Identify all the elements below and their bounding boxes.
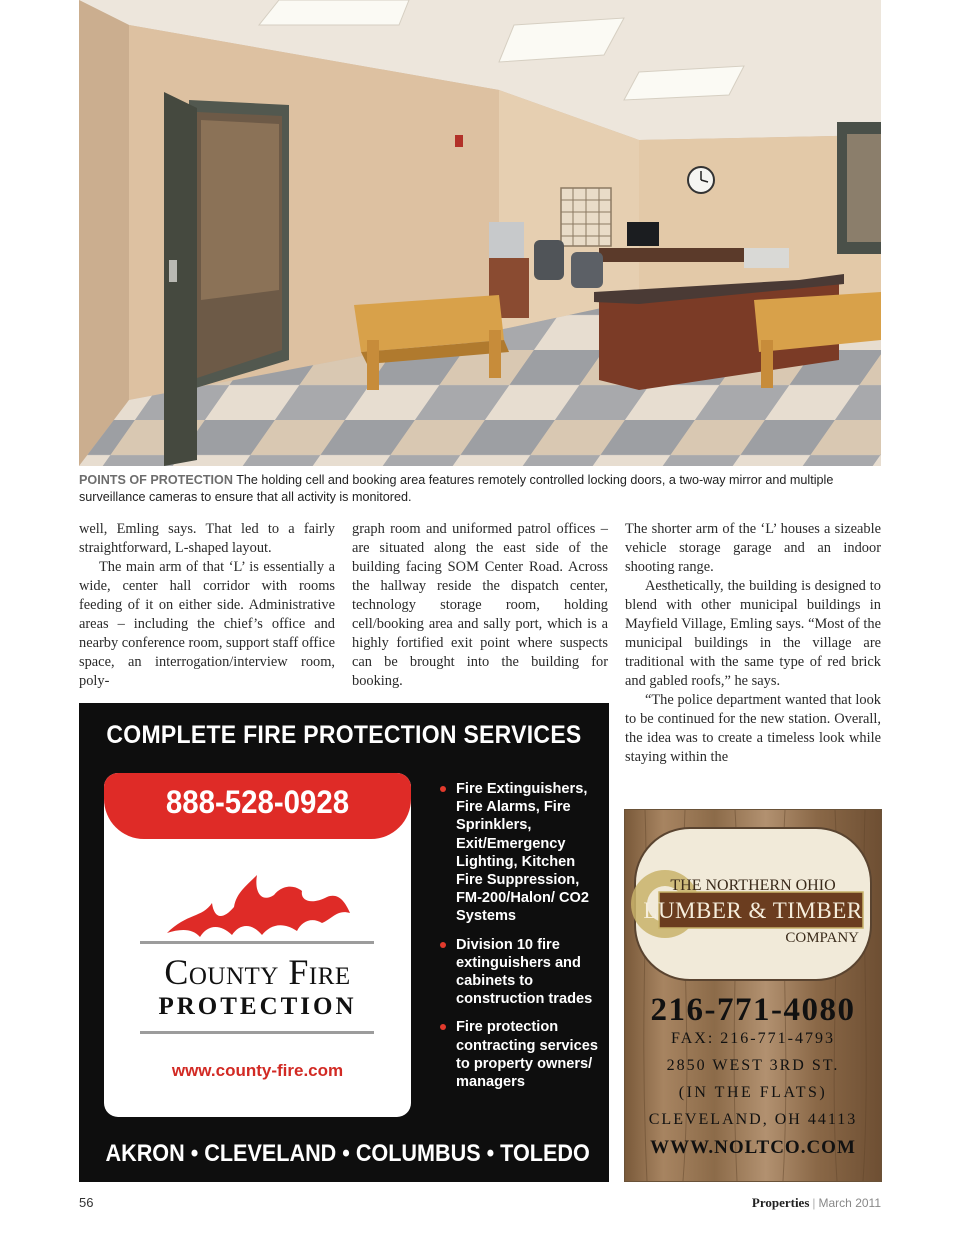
article-column-1 xyxy=(79,520,335,691)
page-number: 56 xyxy=(79,1195,94,1210)
bullet-icon xyxy=(440,1024,446,1030)
article-paragraph: well, Emling says. That led to a fairly straightforward, L-shaped layout. xyxy=(79,521,335,556)
article-paragraph: The shorter arm of the ‘L’ houses a sizeable vehicle storage garage and an indoor shooting range. xyxy=(625,521,881,575)
lumber-logo-line1: THE NORTHERN OHIO xyxy=(670,877,836,894)
divider xyxy=(140,1031,374,1034)
ad-website-link[interactable]: www.county-fire.com xyxy=(171,1061,344,1080)
lumber-phone[interactable]: 216-771-4080 xyxy=(650,992,856,1028)
lumber-logo-line2: LUMBER & TIMBER xyxy=(643,898,863,923)
lumber-timber-advertisement[interactable] xyxy=(624,809,882,1182)
service-item xyxy=(439,936,604,1009)
service-text: Fire protection contracting services to property owners/ managers xyxy=(456,1019,598,1091)
ad-brand-subtitle: PROTECTION xyxy=(158,993,357,1020)
article-paragraph: graph room and uniformed patrol offices – are situated along the east side of the building facing SOM Center Road. Across the hallway reside the dispatch center, technology storage room, holding cell/booking area and sally port, which is a highly fortified exit point where suspects can be brought into the building for booking. xyxy=(352,521,608,689)
caption-text: The holding cell and booking area features remotely controlled locking doors, a two-way mirror and multiple surveillance cameras to ensure that all activity is monitored. xyxy=(79,473,834,504)
article-column-2 xyxy=(352,520,608,691)
ad-brand-name: County Fire xyxy=(164,952,351,992)
county-fire-advertisement[interactable] xyxy=(79,703,609,1182)
bullet-icon xyxy=(440,786,446,792)
bullet-icon xyxy=(440,942,446,948)
ad-headline: COMPLETE FIRE PROTECTION SERVICES xyxy=(106,721,582,749)
caption-lead: POINTS OF PROTECTION xyxy=(79,473,233,487)
service-item xyxy=(439,1018,604,1091)
ad-brand-card xyxy=(104,773,411,1117)
lumber-address: 2850 WEST 3RD ST. xyxy=(666,1057,840,1074)
article-paragraph: The main arm of that ‘L’ is essentially a wide, center hall corridor with rooms feeding of it on either side. Administrative areas – including the chief’s office and nearby conference room, support staff office space, an interrogation/interview room, poly- xyxy=(79,559,335,689)
article-column-3 xyxy=(625,520,881,767)
article-paragraph: “The police department wanted that look to be continued for the new station. Overall, the idea was to create a timeless look while staying within the xyxy=(625,692,881,765)
lumber-city: CLEVELAND, OH 44113 xyxy=(648,1111,858,1128)
issue-date: March 2011 xyxy=(818,1196,881,1210)
service-text: Fire Extinguishers, Fire Alarms, Fire Sprinklers, Exit/Emergency Lighting, Kitchen Fire Suppression, FM-200/Halon/ CO2 Systems xyxy=(456,781,589,925)
phone-banner xyxy=(104,773,411,839)
lumber-fax: FAX: 216-771-4793 xyxy=(671,1030,835,1047)
services-list xyxy=(439,780,604,1101)
lumber-website-link[interactable]: WWW.NOLTCO.COM xyxy=(650,1137,856,1158)
ad-cities: AKRON • CLEVELAND • COLUMBUS • TOLEDO xyxy=(105,1140,590,1167)
lumber-logo-line3: COMPANY xyxy=(785,930,859,946)
article-photo xyxy=(79,0,881,466)
service-text: Division 10 fire extinguishers and cabinets to construction trades xyxy=(456,936,593,1008)
footer-separator: | xyxy=(812,1195,816,1210)
divider xyxy=(140,941,374,944)
service-item xyxy=(439,780,604,926)
publication-name: Properties xyxy=(751,1195,810,1210)
lumber-neighborhood: (IN THE FLATS) xyxy=(678,1084,828,1101)
publication-footer xyxy=(752,1195,881,1211)
ad-phone-number[interactable]: 888-528-0928 xyxy=(165,784,350,820)
article-paragraph: Aesthetically, the building is designed to blend with other municipal buildings in Mayfield Village, Emling says. “Most of the municipal buildings in the village are traditional with the same type of red brick and gabled roofs,” he says. xyxy=(625,578,881,689)
photo-caption xyxy=(79,472,884,506)
flame-logo-icon xyxy=(162,873,352,941)
